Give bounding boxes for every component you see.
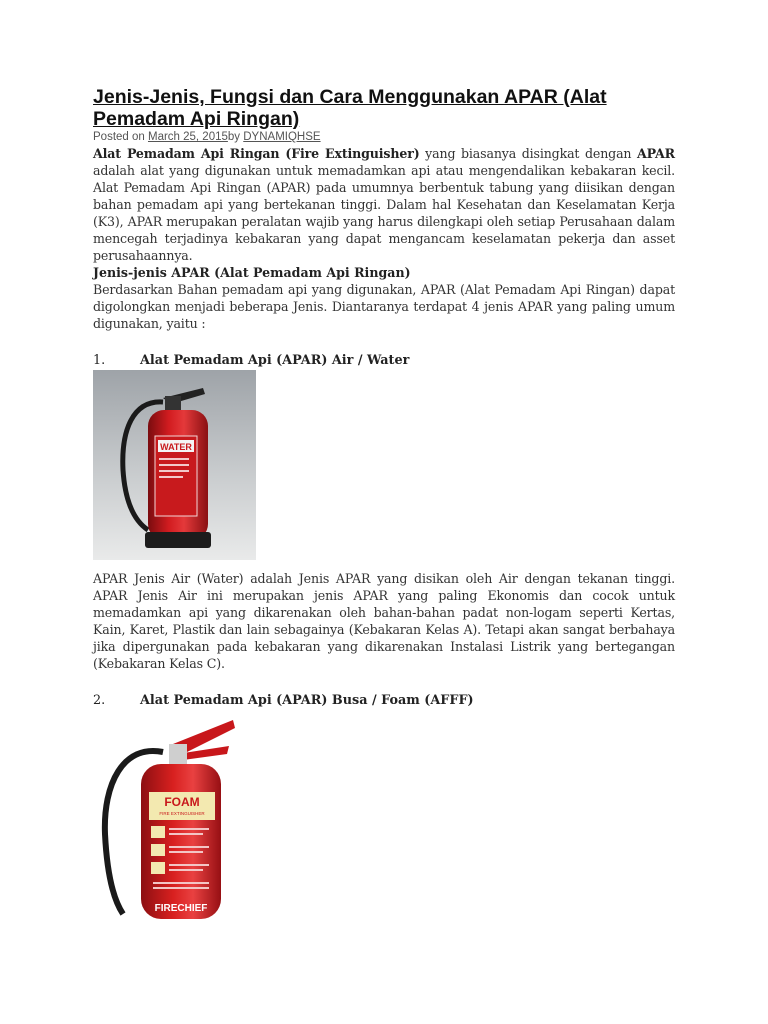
article-title: Jenis-Jenis, Fungsi dan Cara Menggunakan APAR (Alat Pemadam Api Ringan) [93, 86, 607, 130]
foam-sublabel: FIRE EXTINGUISHER [159, 811, 205, 816]
list-item-1-heading [93, 352, 675, 369]
intro-bold-apar: APAR [637, 146, 675, 161]
foam-extinguisher-icon [93, 714, 238, 919]
article [93, 86, 675, 919]
list-number: 2. [93, 693, 106, 708]
list-number: 1. [93, 353, 106, 368]
water-extinguisher-image [93, 370, 256, 560]
water-label: WATER [160, 442, 192, 452]
author-link[interactable]: DYNAMIQHSE [243, 131, 321, 143]
intro-bold-term: Alat Pemadam Api Ringan (Fire Extinguisher) [93, 146, 420, 161]
posted-date-link[interactable]: March 25, 2015 [147, 131, 228, 143]
section-paragraph: Berdasarkan Bahan pemadam api yang digunakan, APAR (Alat Pemadam Api Ringan) dapat digolongkan menjadi beberapa Jenis. Diantaranya terdapat 4 jenis APAR yang paling umum digunakan, yaitu : [93, 282, 675, 331]
section-heading: Jenis-jenis APAR (Alat Pemadam Api Ringan) [93, 265, 411, 280]
intro-text: yang biasanya disingkat dengan [419, 146, 638, 161]
list-item-2-heading [93, 692, 675, 709]
list-heading-text: Alat Pemadam Api (APAR) Air / Water [140, 353, 410, 368]
water-extinguisher-icon [93, 370, 256, 560]
item-1-paragraph: APAR Jenis Air (Water) adalah Jenis APAR yang disikan oleh Air dengan tekanan tinggi. APAR Jenis Air ini merupakan jenis APAR yang paling Ekonomis dan cocok untuk memadamkan api yang dikarenakan oleh bahan-bahan padat non-logam seperti Kertas, Kain, Karet, Plastik dan lain sebagainya (Kebakaran Kelas A). Tetapi akan sangat berbahaya jika dipergunakan pada kebakaran yang dikarenakan Instalasi Listrik yang bertegangan (Kebakaran Kelas C). [93, 571, 675, 671]
intro-text-rest: adalah alat yang digunakan untuk memadamkan api atau mengendalikan kebakaran kecil. Alat Pemadam Api Ringan (APAR) pada umumnya berbentuk tabung yang diisikan dengan bahan pemadam api yang bertekanan tinggi. Dalam hal Kesehatan dan Keselamatan Kerja (K3), APAR merupakan peralatan wajib yang harus dilengkapi oleh setiap Perusahaan dalam mencegah terjadinya kebakaran yang dapat mengancam keselamatan pekerja dan asset perusahaannya. [93, 163, 675, 263]
foam-brand: FIRECHIEF [154, 903, 208, 914]
posted-prefix: Posted on [93, 131, 148, 143]
foam-label: FOAM [164, 795, 200, 809]
posted-by: by [227, 131, 244, 143]
foam-extinguisher-image [93, 714, 238, 919]
post-meta [93, 131, 675, 144]
list-heading-text: Alat Pemadam Api (APAR) Busa / Foam (AFFF) [140, 693, 474, 708]
intro-paragraph [93, 145, 675, 264]
